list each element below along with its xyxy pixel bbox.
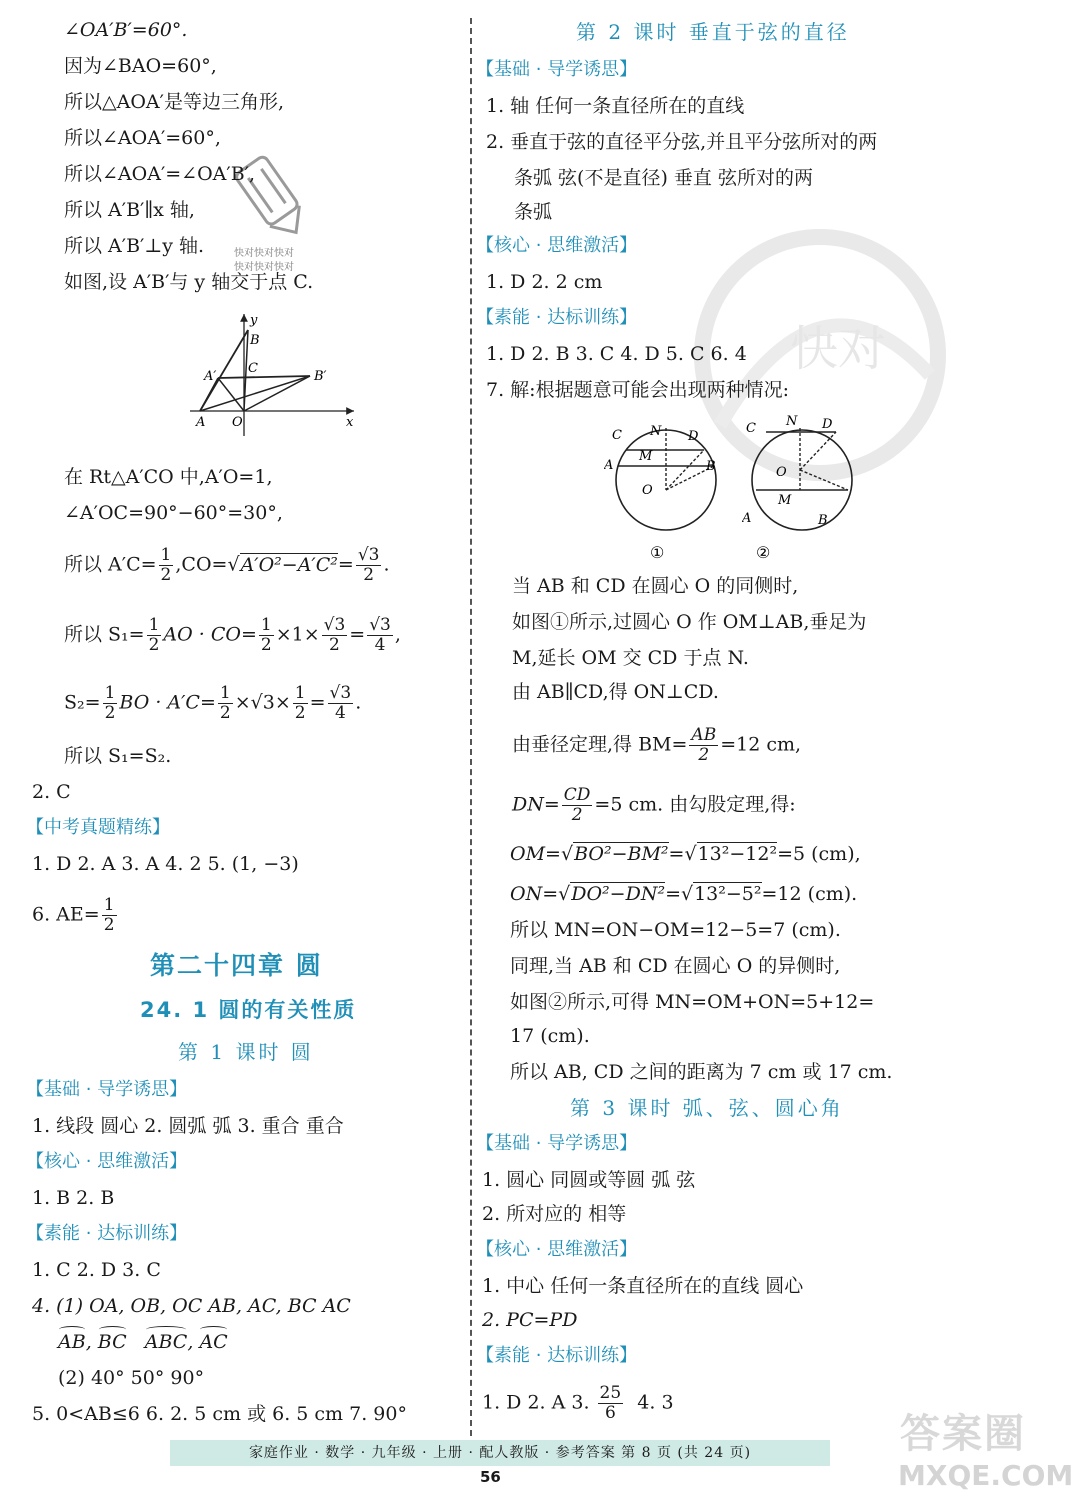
coordinate-figure bbox=[182, 308, 362, 438]
denominator: 2 bbox=[148, 635, 160, 655]
answer-line: 1. C 2. D 3. C bbox=[32, 1259, 161, 1281]
text: = bbox=[337, 553, 354, 576]
radicand: DO²−DN² bbox=[571, 883, 666, 905]
fig1-label-O: O bbox=[642, 483, 653, 498]
answer-line: 1. 轴 任何一条直径所在的直线 bbox=[486, 95, 745, 117]
denominator: 2 bbox=[329, 635, 340, 655]
answer-line: 1. D 2. A 3. A 4. 2 5. (1, −3) bbox=[32, 853, 299, 875]
text: OM=√ bbox=[510, 843, 574, 865]
fig2-label-O: O bbox=[776, 465, 787, 480]
label-C: C bbox=[248, 361, 258, 376]
fig1-label-B: B bbox=[706, 459, 716, 474]
section-heading: 【核心 · 思维激活】 bbox=[26, 1151, 188, 1172]
text: , bbox=[187, 1331, 194, 1353]
text: ×√3× bbox=[234, 691, 291, 714]
answer-line: 1. D 2. 2 cm bbox=[486, 271, 603, 293]
denominator: 2 bbox=[363, 565, 375, 585]
text-line: 所以 S₁=S₂. bbox=[64, 745, 172, 767]
denominator: 2 bbox=[698, 745, 710, 765]
fraction bbox=[598, 1384, 624, 1423]
numerator: √3 bbox=[323, 615, 346, 635]
page-number: 56 bbox=[480, 1468, 501, 1486]
fig1-label-D: D bbox=[688, 429, 699, 444]
numerator: 1 bbox=[148, 615, 160, 635]
answer-line: 1. 线段 圆心 2. 圆弧 弧 3. 重合 重合 bbox=[32, 1115, 344, 1137]
text: S₂= bbox=[64, 691, 101, 714]
denominator: 2 bbox=[219, 703, 231, 723]
text: , bbox=[394, 623, 401, 646]
formula-line bbox=[64, 684, 361, 723]
numerator: AB bbox=[691, 725, 717, 745]
text-line: 所以∠AOA′=60°, bbox=[64, 127, 221, 149]
arc-text: AB bbox=[58, 1331, 86, 1353]
chapter-title: 第二十四章 圆 bbox=[150, 951, 323, 980]
answer-line bbox=[482, 1384, 674, 1423]
denominator: 2 bbox=[260, 635, 272, 655]
radicand: 13²−12² bbox=[697, 843, 778, 865]
numerator: 1 bbox=[160, 545, 172, 565]
lesson-title: 第 1 课时 圆 bbox=[178, 1040, 314, 1064]
text: =√ bbox=[668, 843, 697, 865]
answer-line: 条弧 弦(不是直径) 垂直 弦所对的两 bbox=[514, 167, 813, 189]
text: ×1× bbox=[275, 623, 320, 646]
circle-figure-1 bbox=[604, 410, 734, 570]
fig2-label-N: N bbox=[786, 414, 798, 429]
fig2-label-M: M bbox=[778, 493, 792, 508]
label-B: B bbox=[250, 333, 260, 348]
fraction bbox=[147, 616, 162, 655]
answer-line: 2. 所对应的 相等 bbox=[482, 1203, 627, 1225]
fraction bbox=[356, 546, 382, 585]
answer-line: 条弧 bbox=[514, 201, 553, 223]
answer-line: 1. 中心 任何一条直径所在的直线 圆心 bbox=[482, 1275, 804, 1297]
section-heading: 【基础 · 导学诱思】 bbox=[476, 59, 638, 80]
section-heading: 【中考真题精练】 bbox=[26, 817, 170, 838]
text-line: 如图②所示,可得 MN=OM+ON=5+12= bbox=[510, 991, 875, 1013]
radicand: 13²−5² bbox=[694, 883, 762, 905]
answer-line: 4. (1) OA, OB, OC AB, AC, BC AC bbox=[32, 1295, 351, 1317]
fraction bbox=[159, 546, 174, 585]
fig1-label-C: C bbox=[612, 428, 622, 443]
denominator: 2 bbox=[571, 805, 583, 825]
text: BO · A′C= bbox=[119, 691, 216, 714]
label-O: O bbox=[232, 415, 243, 430]
text-line: 在 Rt△A′CO 中,A′O=1, bbox=[64, 466, 273, 488]
text-line: M,延长 OM 交 CD 于点 N. bbox=[512, 647, 749, 669]
numerator: 1 bbox=[103, 895, 115, 915]
numerator: √3 bbox=[329, 683, 352, 703]
text: 6. AE= bbox=[32, 903, 100, 926]
label-A: A bbox=[196, 415, 206, 430]
answer-line: 2. 垂直于弦的直径平分弦,并且平分弦所对的两 bbox=[486, 131, 878, 153]
fig2-label-C: C bbox=[746, 421, 756, 436]
fraction bbox=[102, 896, 117, 935]
text: , bbox=[85, 1331, 92, 1353]
text-line: 如图①所示,过圆心 O 作 OM⊥AB,垂足为 bbox=[512, 611, 867, 633]
pencil-watermark-text-2: 快对快对快对 bbox=[234, 262, 294, 273]
numerator: 1 bbox=[294, 683, 306, 703]
section-heading: 【基础 · 导学诱思】 bbox=[476, 1133, 638, 1154]
label-A-prime: A′ bbox=[204, 369, 217, 384]
text-line: 所以 AB, CD 之间的距离为 7 cm 或 17 cm. bbox=[510, 1061, 893, 1083]
circle-figure-2 bbox=[742, 410, 872, 570]
radicand: A′O²−A′C² bbox=[240, 553, 338, 576]
text-line: ∠A′OC=90°−60°=30°, bbox=[64, 502, 283, 524]
arc-answers bbox=[58, 1330, 228, 1354]
text: =5 (cm), bbox=[777, 843, 861, 865]
text-line: 所以 MN=ON−OM=12−5=7 (cm). bbox=[510, 919, 841, 941]
label-B-prime: B′ bbox=[314, 369, 327, 384]
column-divider bbox=[470, 18, 472, 1436]
watermark-center-text: 快对 bbox=[790, 321, 887, 377]
text-line: 因为∠BAO=60°, bbox=[64, 55, 217, 77]
text-line: 17 (cm). bbox=[510, 1025, 590, 1047]
fig2-label-D: D bbox=[822, 417, 833, 432]
arc-text: AC bbox=[199, 1331, 228, 1353]
text-line: 如图,设 A′B′与 y 轴交于点 C. bbox=[64, 271, 314, 293]
formula-line bbox=[510, 842, 861, 866]
denominator: 6 bbox=[604, 1403, 616, 1423]
answer-line: 1. B 2. B bbox=[32, 1187, 115, 1209]
numerator: 25 bbox=[599, 1383, 622, 1403]
site-url-text: MXQE.COM bbox=[898, 1459, 1074, 1492]
text: =√ bbox=[665, 883, 694, 905]
section-heading: 【素能 · 达标训练】 bbox=[26, 1223, 188, 1244]
formula-line bbox=[64, 546, 390, 585]
denominator: 4 bbox=[374, 635, 386, 655]
text-line: 所以 A′B′⊥y 轴. bbox=[64, 235, 205, 257]
fig2-caption: ② bbox=[756, 543, 771, 562]
section-title: 24. 1 圆的有关性质 bbox=[140, 998, 357, 1022]
answer-line: (2) 40° 50° 90° bbox=[58, 1367, 205, 1389]
text: 由垂径定理,得 BM= bbox=[512, 733, 688, 756]
text-line: 当 AB 和 CD 在圆心 O 的同侧时, bbox=[512, 575, 799, 597]
numerator: 1 bbox=[219, 683, 231, 703]
text: =12 cm, bbox=[720, 733, 802, 756]
text-line: 所以△AOA′是等边三角形, bbox=[64, 91, 284, 113]
lesson-title: 第 3 课时 弧、弦、圆心角 bbox=[570, 1096, 844, 1120]
denominator: 2 bbox=[160, 565, 172, 585]
answer-line: 1. 圆心 同圆或等圆 弧 弦 bbox=[482, 1169, 696, 1191]
text-line: 2. C bbox=[32, 781, 71, 803]
numerator: √3 bbox=[357, 545, 380, 565]
text-line: 所以 A′B′∥x 轴, bbox=[64, 199, 195, 221]
fraction bbox=[259, 616, 274, 655]
text: 4. 3 bbox=[637, 1391, 674, 1414]
text: 1. D 2. A 3. bbox=[482, 1391, 590, 1414]
text: ,CO=√ bbox=[175, 553, 240, 576]
arc-text: ABC bbox=[144, 1331, 188, 1353]
text: . bbox=[355, 691, 362, 714]
fraction bbox=[562, 786, 593, 825]
answer-line: 1. D 2. B 3. C 4. D 5. C 6. 4 bbox=[486, 343, 747, 365]
text-line: 所以∠AOA′=∠OA′B′, bbox=[64, 163, 256, 185]
answer-line: 2. PC=PD bbox=[482, 1309, 578, 1331]
fig1-label-A: A bbox=[604, 458, 614, 473]
numerator: CD bbox=[563, 785, 591, 805]
text: 所以 A′C= bbox=[64, 553, 157, 576]
fig1-label-M: M bbox=[639, 449, 653, 464]
text-line: ∠OA′B′=60°. bbox=[64, 19, 188, 41]
label-y: y bbox=[250, 313, 258, 328]
denominator: 2 bbox=[103, 915, 115, 935]
section-heading: 【核心 · 思维激活】 bbox=[476, 235, 638, 256]
denominator: 2 bbox=[294, 703, 306, 723]
fraction bbox=[367, 616, 393, 655]
text: AO · CO= bbox=[163, 623, 257, 646]
text: 所以 S₁= bbox=[64, 623, 145, 646]
text: =5 cm. 由勾股定理,得: bbox=[594, 793, 796, 816]
fig2-label-B: B bbox=[818, 513, 828, 528]
denominator: 2 bbox=[104, 703, 116, 723]
text-line: 同理,当 AB 和 CD 在圆心 O 的异侧时, bbox=[510, 955, 841, 977]
numerator: √3 bbox=[369, 615, 391, 635]
formula-line bbox=[512, 786, 796, 825]
fraction bbox=[103, 684, 118, 723]
text-line: 由 AB∥CD,得 ON⊥CD. bbox=[512, 681, 719, 703]
fig1-caption: ① bbox=[650, 543, 665, 562]
text: . bbox=[383, 553, 390, 576]
fig2-label-A: A bbox=[742, 511, 752, 526]
formula-line bbox=[512, 726, 801, 765]
text: =12 (cm). bbox=[761, 883, 858, 905]
text: ON=√ bbox=[510, 883, 571, 905]
page-footer: 家庭作业 · 数学 · 九年级 · 上册 · 配人教版 · 参考答案 第 8 页 (共 24 页) bbox=[170, 1440, 830, 1466]
text: DN= bbox=[512, 793, 560, 816]
numerator: 1 bbox=[260, 615, 272, 635]
answer-line: 7. 解:根据题意可能会出现两种情况: bbox=[486, 379, 789, 401]
answer-line bbox=[32, 896, 119, 935]
section-heading: 【素能 · 达标训练】 bbox=[476, 1345, 638, 1366]
label-x: x bbox=[346, 415, 354, 430]
formula-line bbox=[64, 616, 401, 655]
fig1-label-N: N bbox=[650, 424, 662, 439]
fraction bbox=[293, 684, 308, 723]
text: = bbox=[309, 691, 326, 714]
denominator: 4 bbox=[334, 703, 346, 723]
pencil-watermark-text: 快对快对快对 bbox=[234, 248, 294, 259]
site-logo-text: 答案圈 bbox=[900, 1411, 1026, 1457]
radicand: BO²−BM² bbox=[574, 843, 669, 865]
arc-text: BC bbox=[97, 1331, 127, 1353]
formula-line bbox=[510, 882, 857, 906]
answer-line: 5. 0<AB≤6 6. 2. 5 cm 或 6. 5 cm 7. 90° bbox=[32, 1403, 407, 1425]
text: = bbox=[349, 623, 366, 646]
numerator: 1 bbox=[104, 683, 116, 703]
fraction bbox=[328, 684, 354, 723]
fraction bbox=[689, 726, 718, 765]
lesson-title: 第 2 课时 垂直于弦的直径 bbox=[576, 20, 850, 44]
section-heading: 【素能 · 达标训练】 bbox=[476, 307, 638, 328]
fraction bbox=[322, 616, 348, 655]
section-heading: 【基础 · 导学诱思】 bbox=[26, 1079, 188, 1100]
fraction bbox=[218, 684, 233, 723]
section-heading: 【核心 · 思维激活】 bbox=[476, 1239, 638, 1260]
